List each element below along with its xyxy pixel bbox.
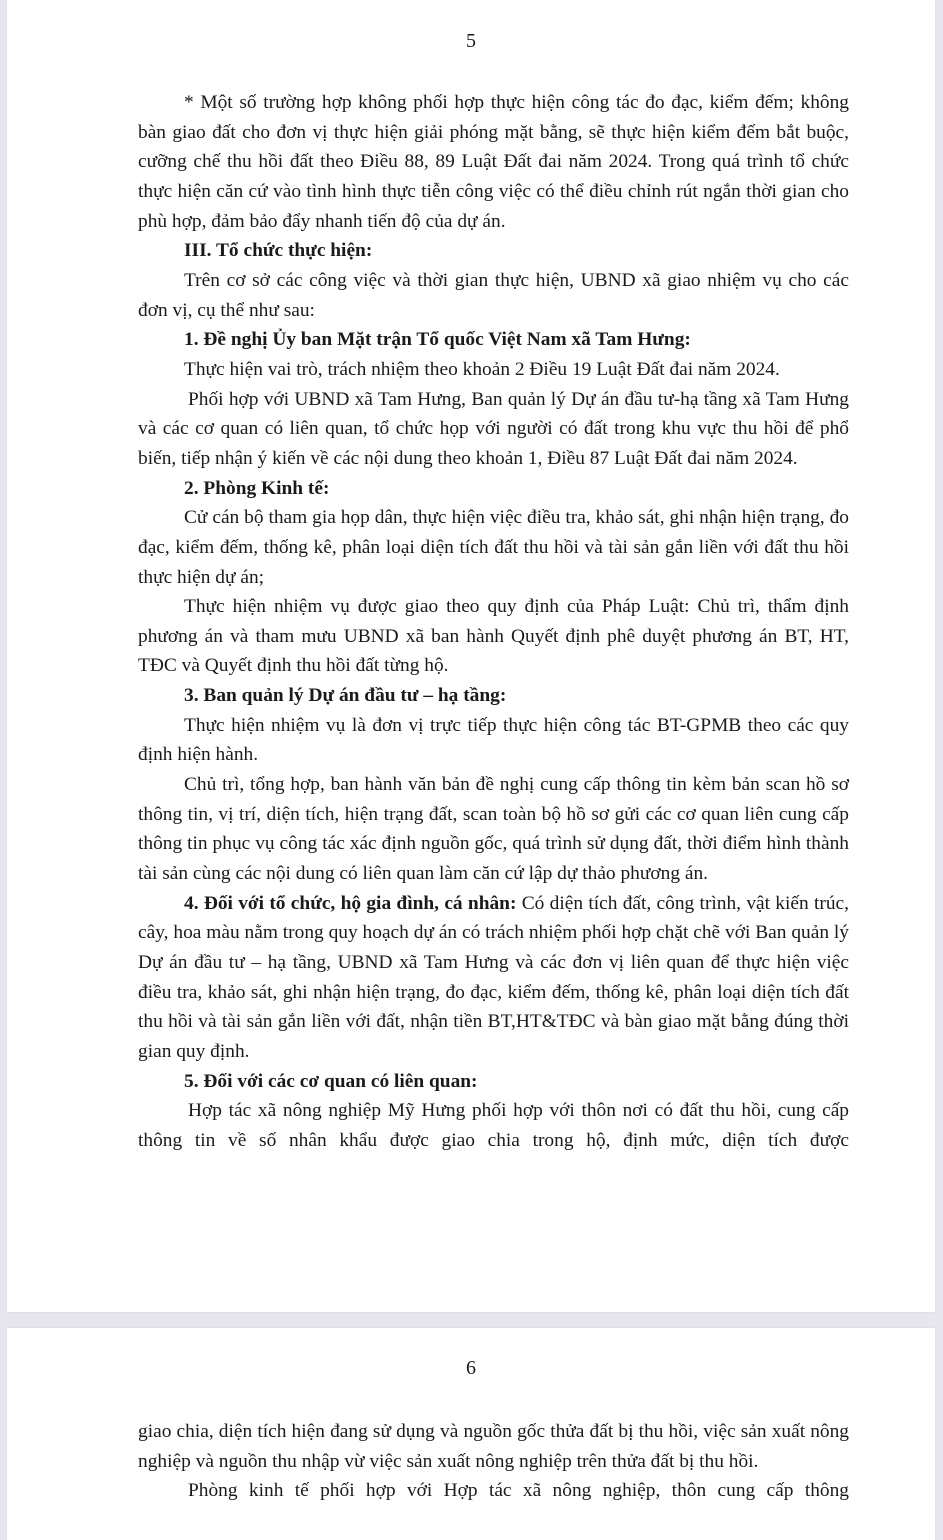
paragraph-text: Có diện tích đất, công trình, vật kiến trúc, cây, hoa màu nằm trong quy hoạch dự án có trách nhiệm phối hợp chặt chẽ với Ban quản lý Dự án đầu tư – hạ tầng, UBND xã Tam Hưng và các đơn vị liên quan để thực hiện việc điều tra, khảo sát, ghi nhận hiện trạng, đo đạc, kiểm đếm, thống kê, phân loại diện tích đất thu hồi và tài sản gắn liền với đất, nhận tiền BT,HT&TĐC và bàn giao mặt bằng đúng thời gian quy định. [138,892,849,1062]
subsection-heading: 1. Đề nghị Ủy ban Mặt trận Tổ quốc Việt Nam xã Tam Hưng: [184,329,691,351]
paragraph [138,889,849,1067]
document-page-5 [7,0,935,1312]
subsection-heading: 3. Ban quản lý Dự án đầu tư – hạ tầng: [184,685,507,707]
document-page-6 [7,1328,935,1540]
paragraph: Thực hiện nhiệm vụ là đơn vị trực tiếp thực hiện công tác BT-GPMB theo các quy định hiện hành. [138,714,849,766]
inline-heading: 4. Đối với tổ chức, hộ gia đình, cá nhân: [184,892,517,914]
subsection-heading: 5. Đối với các cơ quan có liên quan: [184,1070,478,1092]
page-content [138,1417,849,1506]
paragraph: Chủ trì, tổng hợp, ban hành văn bản đề nghị cung cấp thông tin kèm bản scan hồ sơ thông tin, vị trí, diện tích, hiện trạng đất, scan toàn bộ hồ sơ gửi các cơ quan liên cung cấp thông tin phục vụ công tác xác định nguồn gốc, quá trình sử dụng đất, thời điểm hình thành tài sản cùng các nội dung có liên quan làm căn cứ lập dự thảo phương án. [138,774,849,885]
paragraph: Thực hiện nhiệm vụ được giao theo quy định của Pháp Luật: Chủ trì, thẩm định phương án và tham mưu UBND xã ban hành Quyết định phê duyệt phương án BT, HT, TĐC và Quyết định thu hồi đất từng hộ. [138,596,849,677]
page-number: 6 [466,1357,476,1379]
paragraph: Cử cán bộ tham gia họp dân, thực hiện việc điều tra, khảo sát, ghi nhận hiện trạng, đo đạc, kiểm đếm, thống kê, phân loại diện tích đất thu hồi và tài sản gắn liền với đất thu hồi thực hiện dự án; [138,507,849,588]
page-number: 5 [466,30,476,52]
paragraph: Phòng kinh tế phối hợp với Hợp tác xã nông nghiệp, thôn cung cấp thông [188,1480,849,1502]
subsection-heading: 2. Phòng Kinh tế: [184,477,330,499]
paragraph: Trên cơ sở các công việc và thời gian thực hiện, UBND xã giao nhiệm vụ cho các đơn vị, cụ thể như sau: [138,269,849,321]
paragraph: giao chia, diện tích hiện đang sử dụng và nguồn gốc thửa đất bị thu hồi, việc sản xuất nông nghiệp và nguồn thu nhập vừ việc sản xuất nông nghiệp trên thửa đất bị thu hồi. [138,1421,849,1472]
paragraph: * Một số trường hợp không phối hợp thực hiện công tác đo đạc, kiểm đếm; không bàn giao đất cho đơn vị thực hiện giải phóng mặt bằng, sẽ thực hiện kiểm đếm bắt buộc, cưỡng chế thu hồi đất theo Điều 88, 89 Luật Đất đai năm 2024. Trong quá trình tổ chức thực hiện căn cứ vào tình hình thực tiễn công việc có thể điều chỉnh rút ngắn thời gian cho phù hợp, đảm bảo đẩy nhanh tiến độ của dự án. [138,92,849,232]
page-content [138,88,849,1156]
section-heading: III. Tổ chức thực hiện: [184,240,373,262]
paragraph: Thực hiện vai trò, trách nhiệm theo khoản 2 Điều 19 Luật Đất đai năm 2024. [184,358,780,380]
paragraph: Hợp tác xã nông nghiệp Mỹ Hưng phối hợp với thôn nơi có đất thu hồi, cung cấp thông tin về số nhân khẩu được giao chia trong hộ, định mức, diện tích được [138,1100,849,1151]
paragraph: Phối hợp với UBND xã Tam Hưng, Ban quản lý Dự án đầu tư-hạ tầng xã Tam Hưng và các cơ quan có liên quan, tổ chức họp với người có đất trong khu vực thu hồi để phổ biến, tiếp nhận ý kiến về các nội dung theo khoản 1, Điều 87 Luật Đất đai năm 2024. [138,388,849,469]
